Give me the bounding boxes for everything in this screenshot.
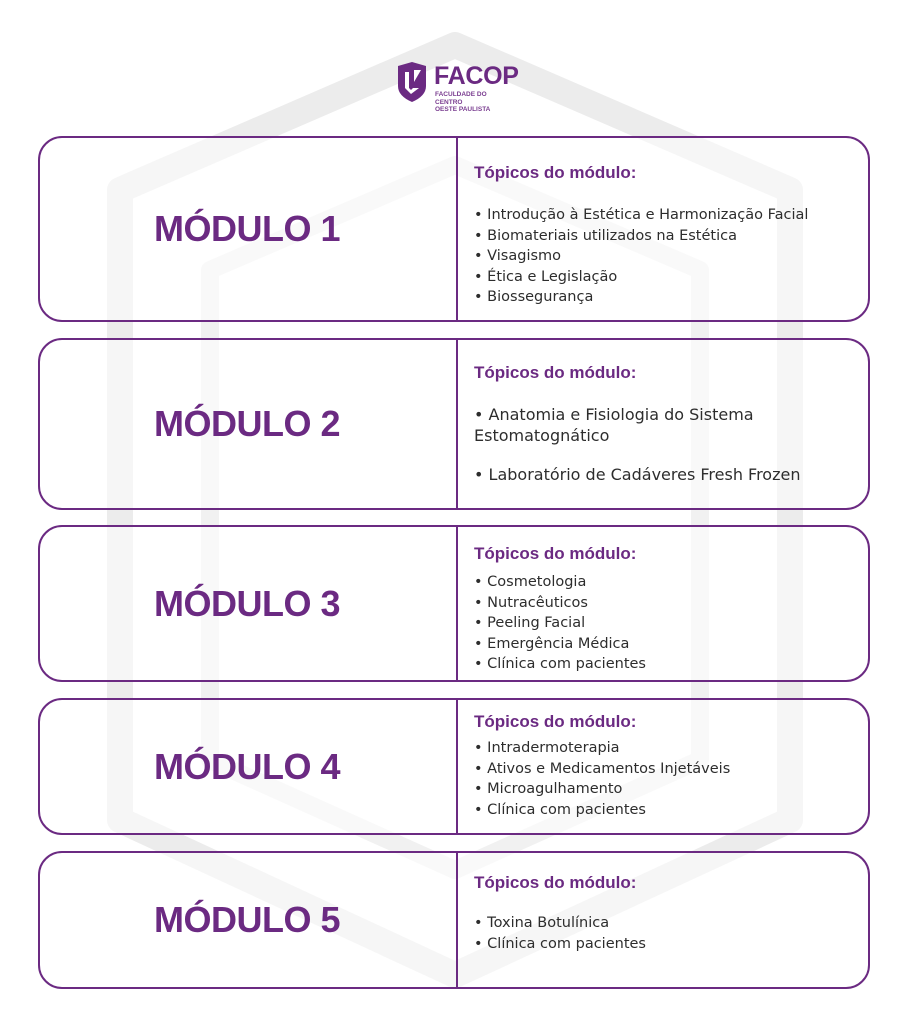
topics-list (474, 913, 646, 954)
module-title: MÓDULO 2 (154, 403, 341, 444)
module-title-cell (40, 138, 458, 320)
topic-item: • Intradermoterapia (474, 738, 730, 759)
topic-item: • Cosmetologia (474, 572, 646, 593)
module-card-2 (38, 338, 870, 510)
topic-item: • Anatomia e Fisiologia do Sistema Estomatognático (474, 404, 859, 446)
module-title: MÓDULO 3 (154, 582, 341, 624)
module-topics-cell (474, 700, 860, 833)
topic-item: • Emergência Médica (474, 634, 646, 655)
module-topics-cell (474, 853, 860, 987)
module-title-cell (40, 853, 458, 987)
topic-item: • Ética e Legislação (474, 267, 808, 288)
topic-item: • Visagismo (474, 246, 808, 267)
topic-item: • Clínica com pacientes (474, 800, 730, 821)
logo-name: FACOP (434, 62, 519, 90)
module-title-cell (40, 700, 458, 833)
module-card-3 (38, 525, 870, 682)
module-title: MÓDULO 1 (154, 208, 341, 249)
module-title-cell (40, 340, 458, 508)
topics-list (474, 205, 808, 308)
topic-item: • Clínica com pacientes (474, 934, 646, 955)
module-card-4 (38, 698, 870, 835)
topic-item: • Biomateriais utilizados na Estética (474, 226, 808, 247)
topic-item: • Ativos e Medicamentos Injetáveis (474, 759, 730, 780)
topic-item: • Introdução à Estética e Harmonização Facial (474, 205, 808, 226)
module-title: MÓDULO 4 (154, 745, 341, 787)
topic-item: • Peeling Facial (474, 613, 646, 634)
module-topics-cell (474, 340, 860, 508)
topics-heading: Tópicos do módulo: (474, 544, 637, 563)
topics-list (474, 572, 646, 675)
module-topics-cell (474, 527, 860, 680)
topic-item: • Nutracêuticos (474, 593, 646, 614)
topics-heading: Tópicos do módulo: (474, 873, 637, 892)
topics-heading: Tópicos do módulo: (474, 712, 637, 731)
topic-item: • Laboratório de Cadáveres Fresh Frozen (474, 464, 859, 485)
module-card-1 (38, 136, 870, 322)
topic-item: • Toxina Botulínica (474, 913, 646, 934)
module-card-5 (38, 851, 870, 989)
topic-item: • Biossegurança (474, 287, 808, 308)
topics-list (474, 738, 730, 820)
module-title-cell (40, 527, 458, 680)
logo-subtitle-line-1: FACULDADE DO CENTRO (435, 91, 487, 106)
topic-item: • Microagulhamento (474, 779, 730, 800)
module-topics-cell (474, 138, 860, 320)
logo-subtitle-line-2: OESTE PAULISTA (435, 106, 491, 113)
topics-heading: Tópicos do módulo: (474, 163, 637, 182)
header (0, 58, 910, 118)
topics-list (474, 404, 859, 485)
facop-logo-icon (394, 60, 430, 104)
topics-heading: Tópicos do módulo: (474, 363, 637, 382)
facop-logo[interactable] (394, 58, 524, 114)
logo-subtitle (435, 91, 515, 114)
module-title: MÓDULO 5 (154, 899, 341, 940)
topic-item: • Clínica com pacientes (474, 654, 646, 675)
